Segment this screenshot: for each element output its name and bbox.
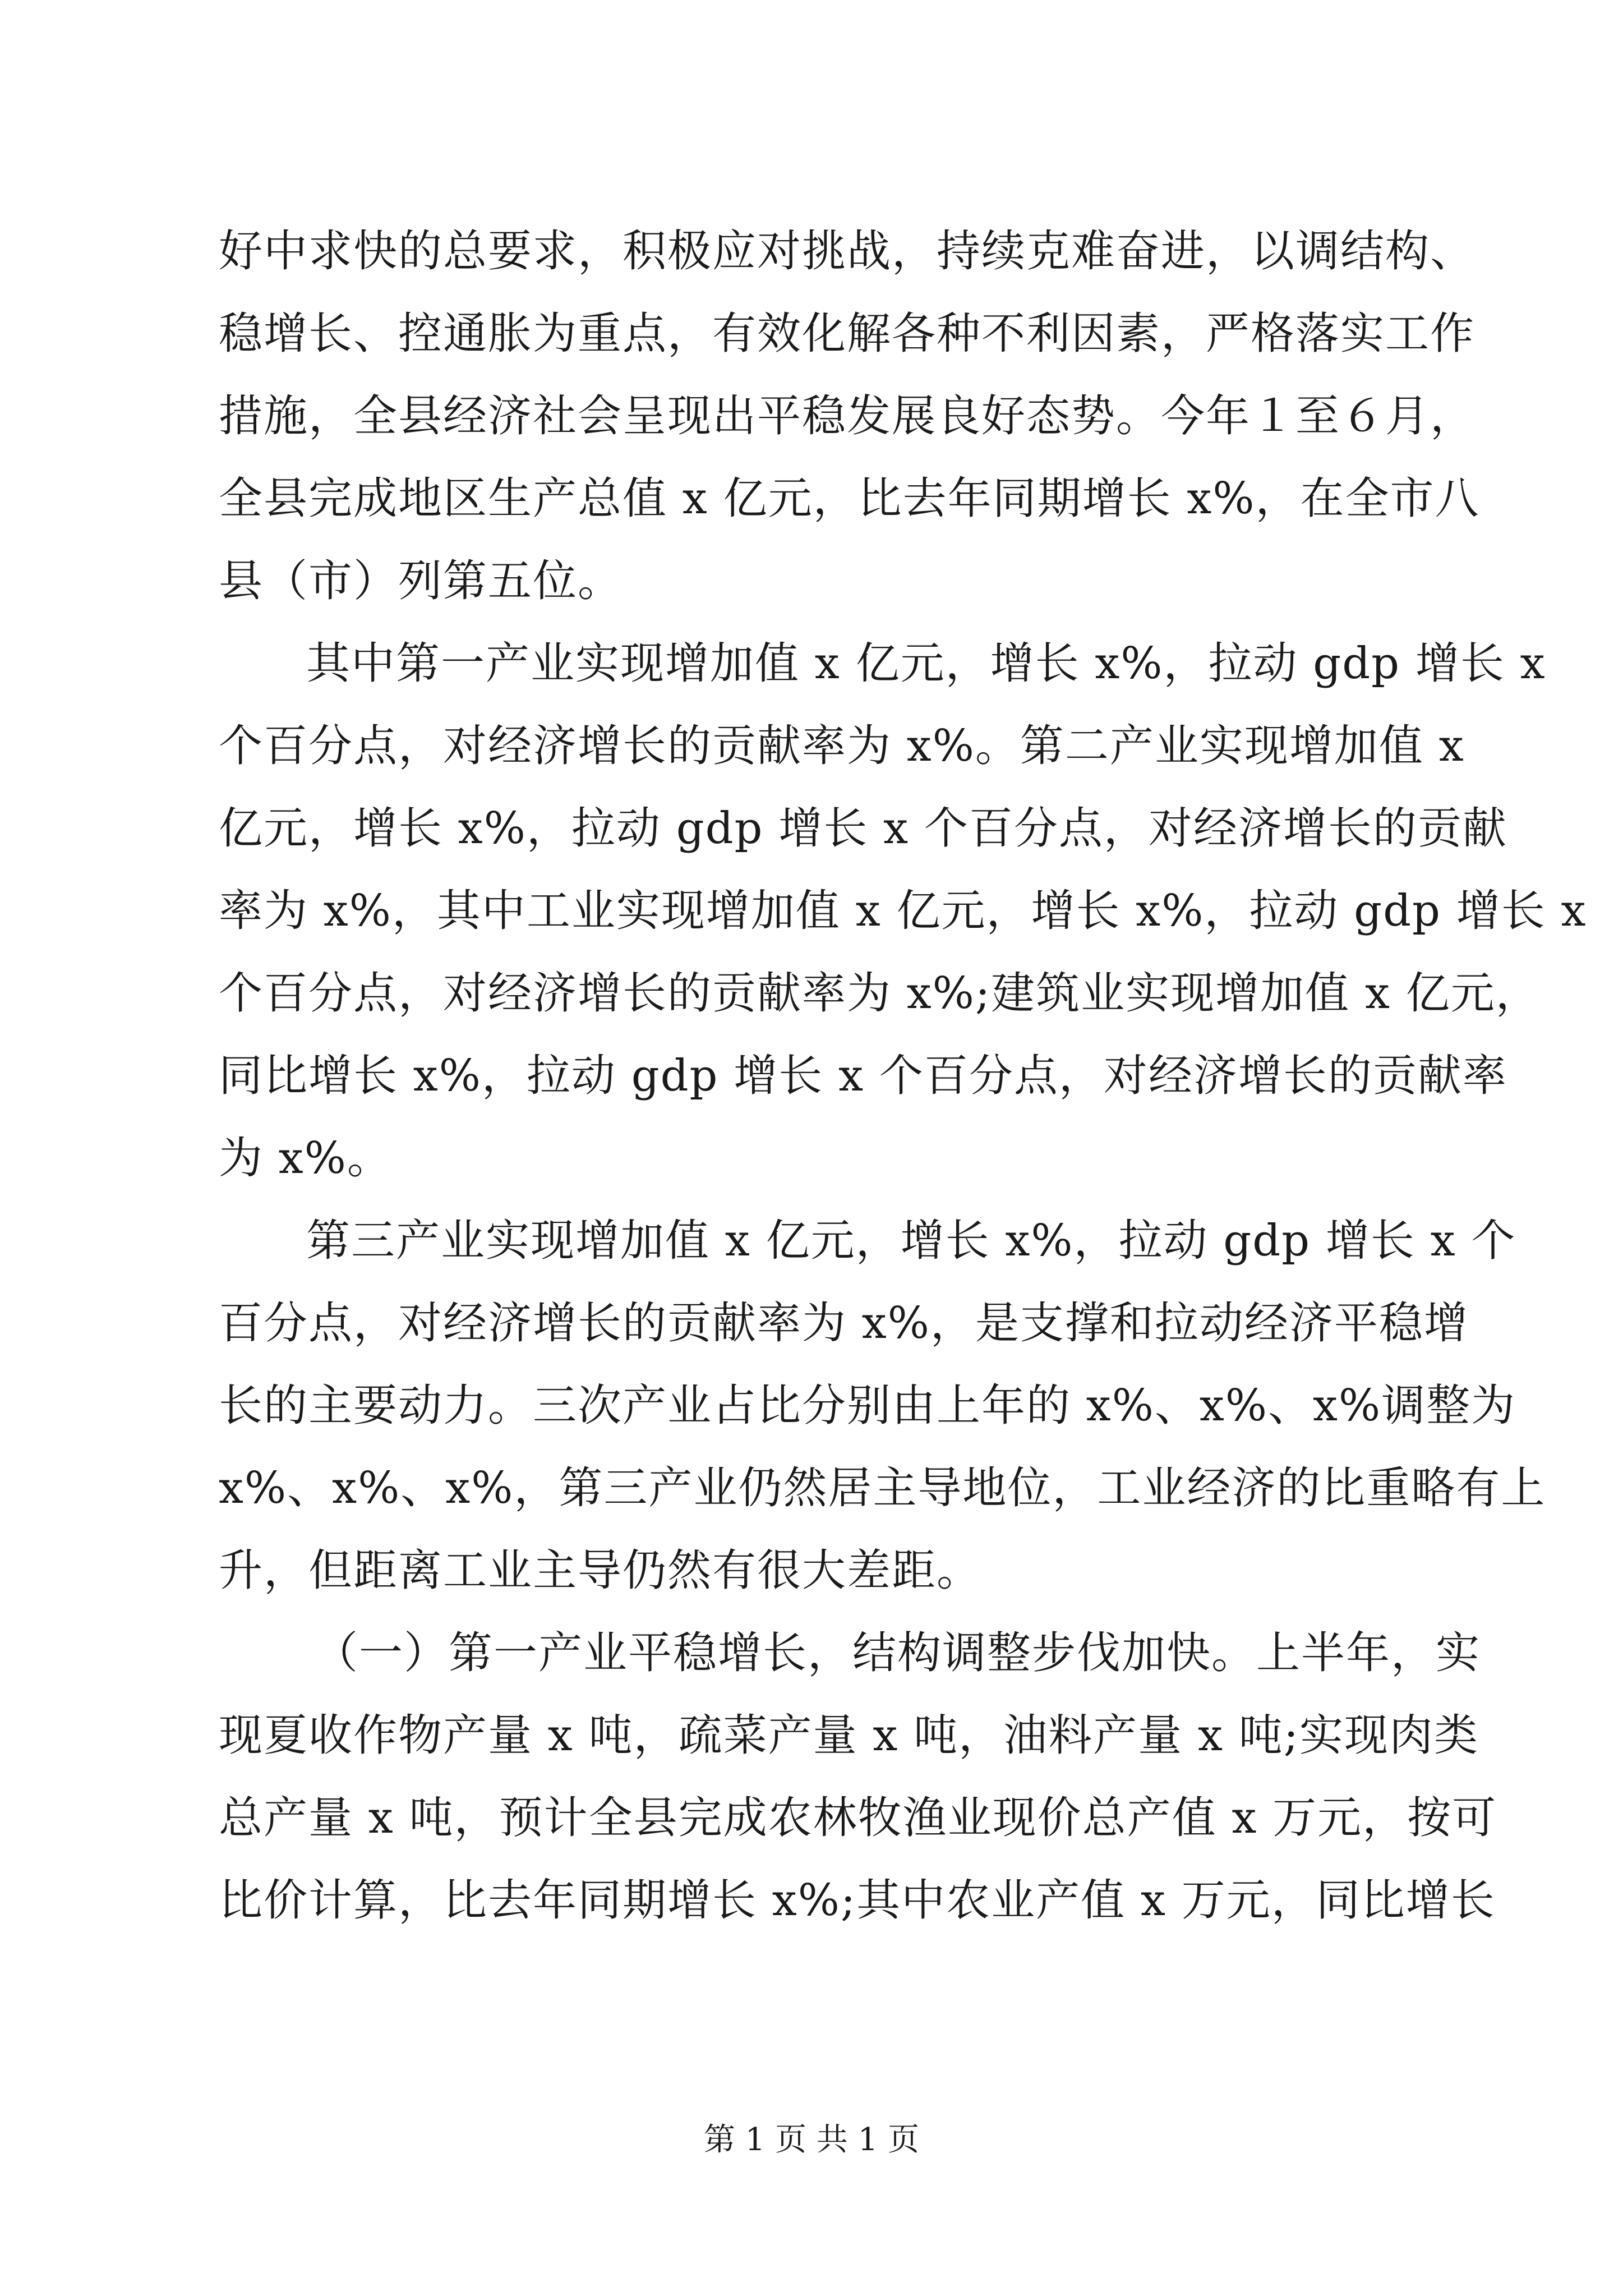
text-line: 同比增长 x%，拉动 gdp 增长 x 个百分点，对经济增长的贡献率 xyxy=(219,1051,1507,1101)
text-line: 长的主要动力。三次产业占比分别由上年的 x%、x%、x%调整为 xyxy=(219,1381,1516,1431)
text-line: 个百分点，对经济增长的贡献率为 x%。第二产业实现增加值 x xyxy=(219,721,1465,771)
text-line: 措施，全县经济社会呈现出平稳发展良好态势。今年１至６月， xyxy=(219,391,1476,441)
paragraph-first-line: 其中第一产业实现增加值 x 亿元，增长 x%，拉动 gdp 增长 x xyxy=(306,638,1546,689)
text-line: 现夏收作物产量 x 吨，疏菜产量 x 吨，油料产量 x 吨;实现肉类 xyxy=(219,1710,1479,1761)
text-line: 稳增长、控通胀为重点，有效化解各种不利因素，严格落实工作 xyxy=(219,309,1476,359)
text-line: 为 x%。 xyxy=(219,1133,392,1184)
text-line: 百分点，对经济增长的贡献率为 x%，是支撑和拉动经济平稳增 xyxy=(219,1298,1469,1349)
paragraph-first-line: （一）第一产业平稳增长，结构调整步伐加快。上半年，实 xyxy=(314,1628,1481,1678)
text-line: 亿元，增长 x%，拉动 gdp 增长 x 个百分点，对经济增长的贡献 xyxy=(219,803,1507,854)
text-line: x%、x%、x%，第三产业仍然居主导地位，工业经济的比重略有上 xyxy=(219,1463,1546,1513)
text-line: 升，但距离工业主导仍然有很大差距。 xyxy=(219,1545,982,1596)
text-line: 县（市）列第五位。 xyxy=(219,556,623,606)
text-line: 个百分点，对经济增长的贡献率为 x%;建筑业实现增加值 x 亿元， xyxy=(219,968,1541,1019)
text-line: 率为 x%，其中工业实现增加值 x 亿元，增长 x%，拉动 gdp 增长 x xyxy=(219,886,1587,936)
text-line: 全县完成地区生产总值 x 亿元，比去年同期增长 x%，在全市八 xyxy=(219,473,1480,524)
text-line: 比价计算，比去年同期增长 x%;其中农业产值 x 万元，同比增长 xyxy=(219,1875,1496,1926)
page-number-footer: 第 1 页 共 1 页 xyxy=(703,2122,920,2158)
text-line: 总产量 x 吨，预计全县完成农林牧渔业现价总产值 x 万元，按可 xyxy=(219,1793,1497,1843)
text-line: 好中求快的总要求，积极应对挑战，持续克难奋进，以调结构、 xyxy=(219,226,1476,277)
paragraph-first-line: 第三产业实现增加值 x 亿元，增长 x%，拉动 gdp 增长 x 个 xyxy=(306,1216,1516,1266)
